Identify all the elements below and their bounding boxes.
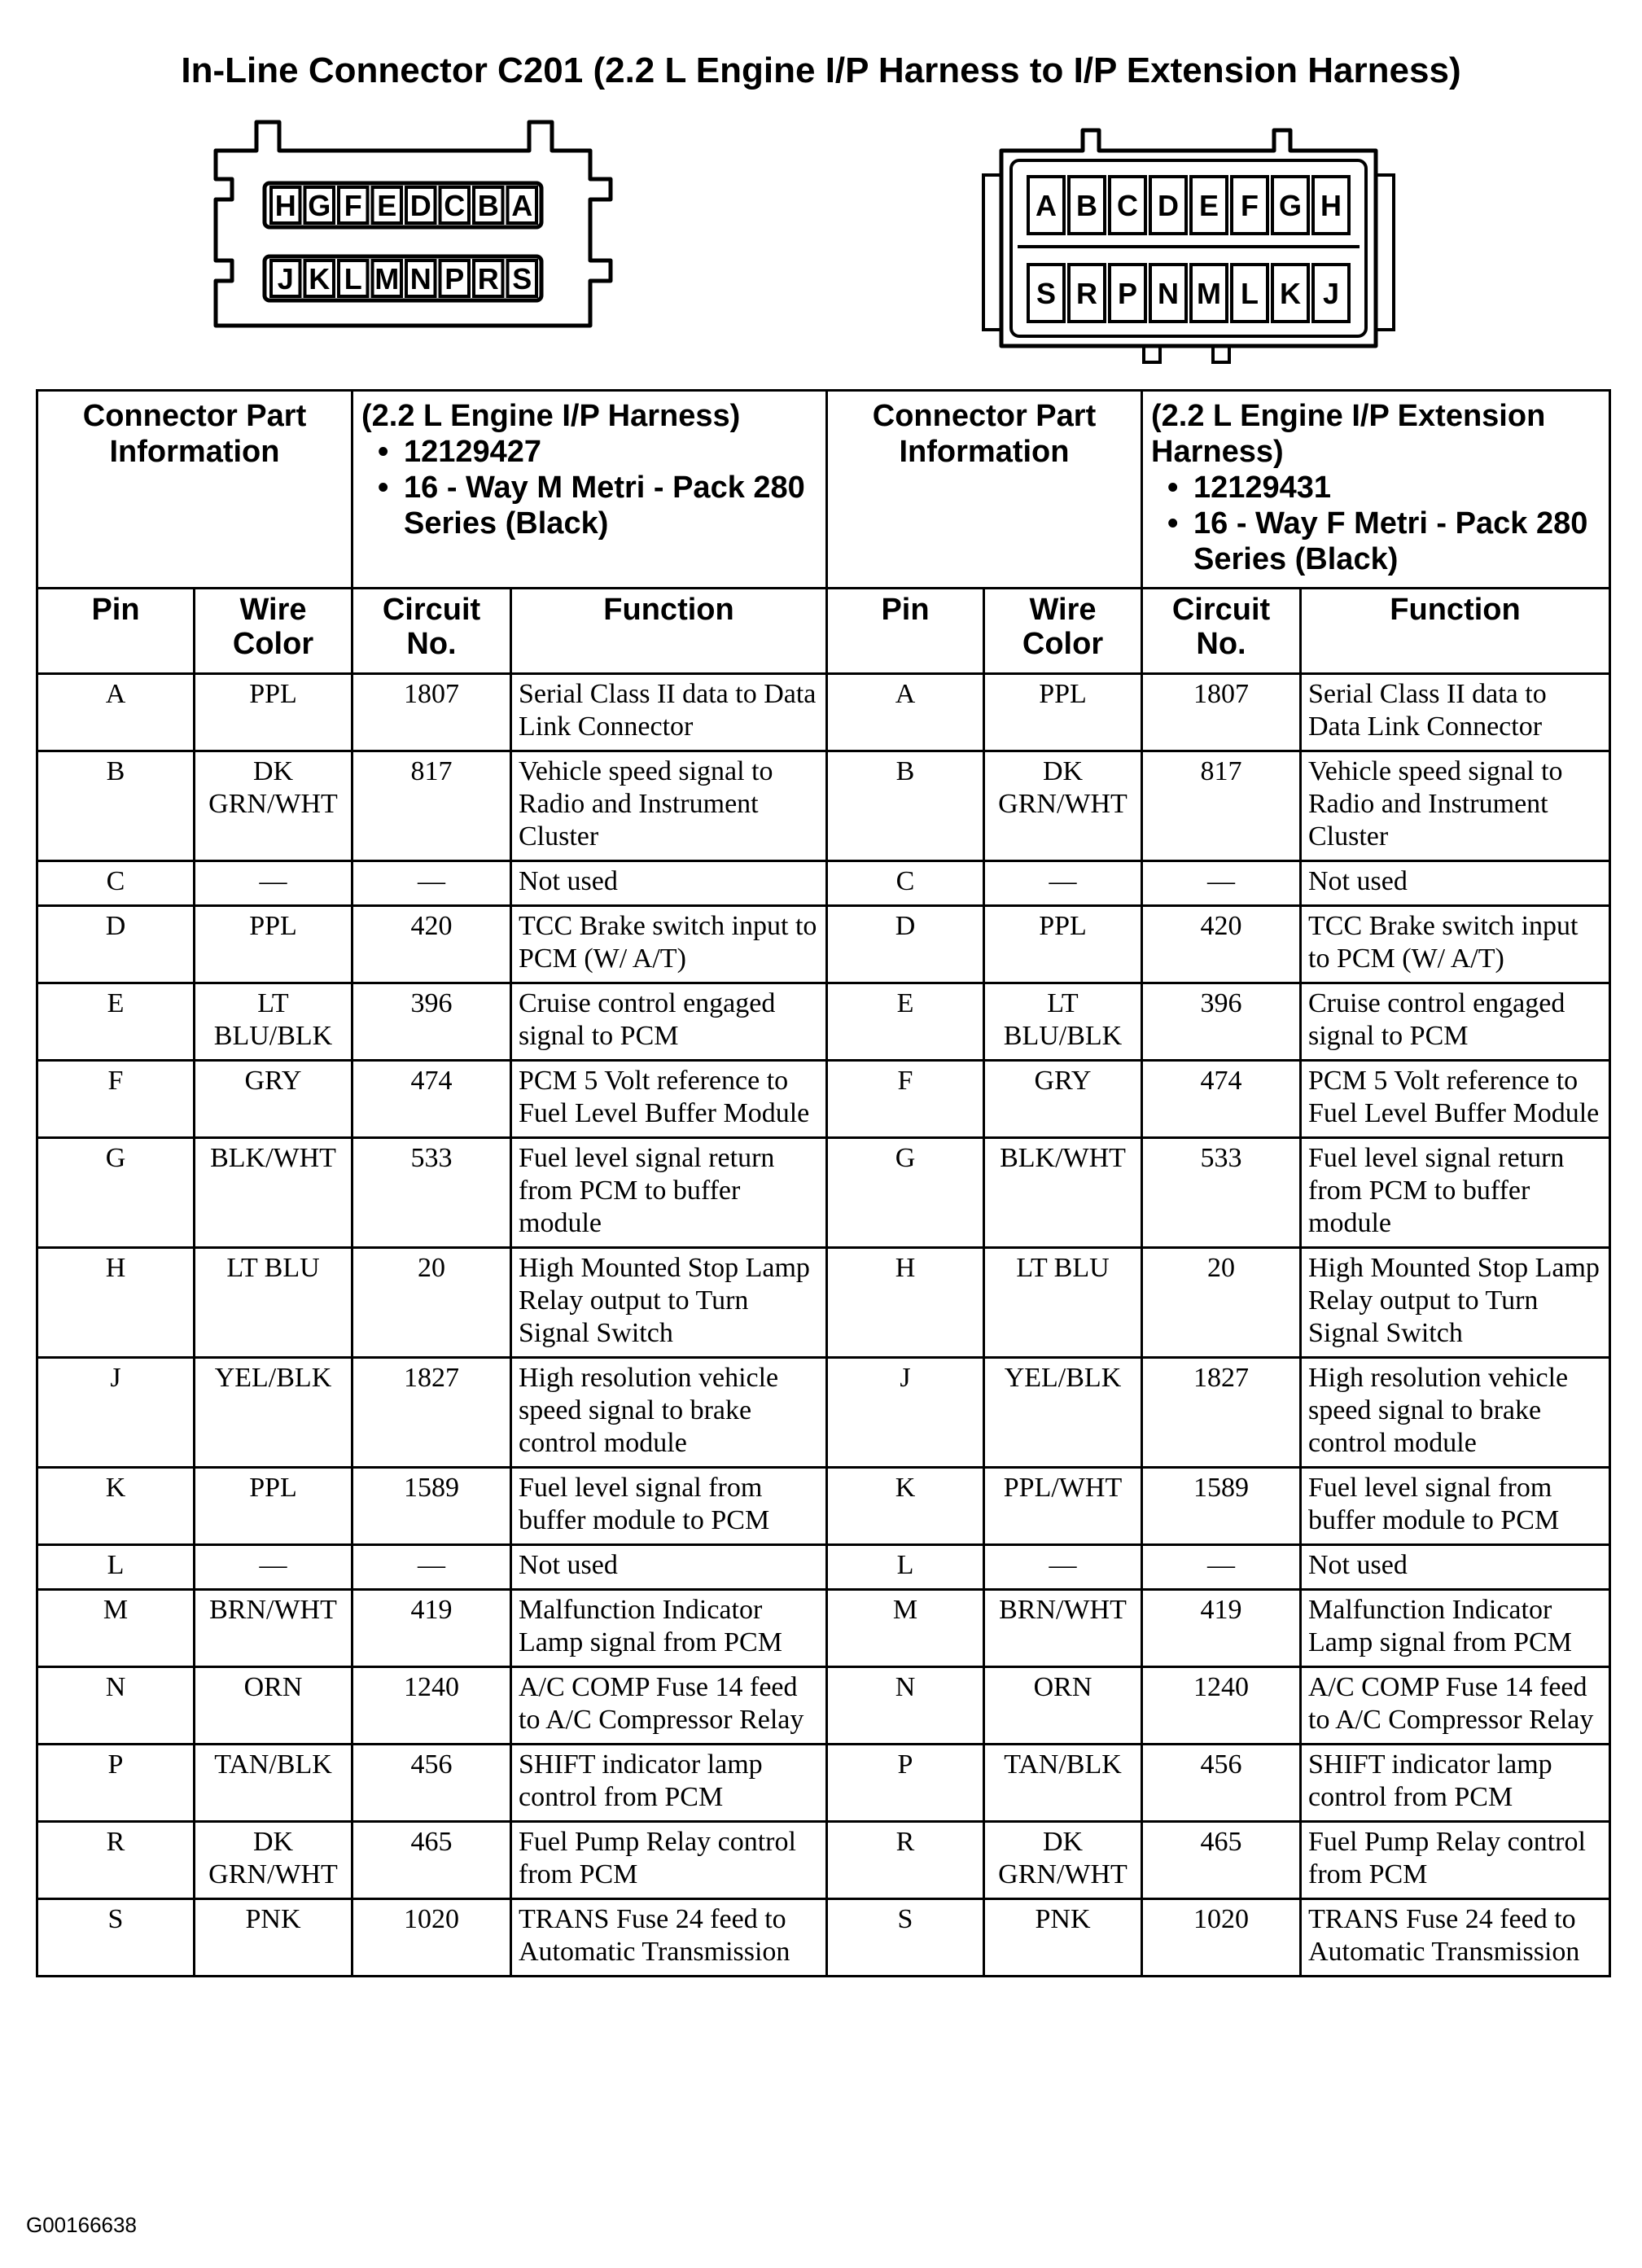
function-cell-ext: TRANS Fuse 24 feed to Automatic Transmission [1301,1899,1610,1977]
circuit-cell-ext: 465 [1142,1822,1301,1899]
circuit-cell-ext: 419 [1142,1590,1301,1667]
wire-color-cell: PPL [195,674,352,751]
wire-color-cell-ext: ORN [984,1667,1142,1745]
table-row [37,674,1610,751]
left-connector-pin-label: N [409,262,431,296]
right-connector-pin-label: B [1076,189,1097,222]
pin-cell: P [37,1745,195,1822]
wire-color-cell: YEL/BLK [195,1358,352,1468]
col-header-circuit: Circuit No. [352,589,511,674]
pin-cell: B [37,751,195,861]
right-connector-pin-l [1232,265,1268,322]
function-cell-ext: TCC Brake switch input to PCM (W/ A/T) [1301,906,1610,983]
function-cell: Cruise control engaged signal to PCM [511,983,827,1061]
pin-cell-ext: M [827,1590,984,1667]
left-connector-pin-r [474,261,503,296]
circuit-cell-ext: 396 [1142,983,1301,1061]
table-row [37,1899,1610,1977]
right-connector-pin-label: C [1117,189,1138,222]
left-connector-pin-h [271,187,300,223]
left-harness-info [352,391,827,589]
circuit-cell: 1589 [352,1468,511,1545]
left-connector-pin-label: L [344,262,362,296]
right-harness-bullets [1151,470,1600,577]
function-cell: Fuel level signal from buffer module to PCM [511,1468,827,1545]
function-cell: Not used [511,861,827,906]
left-connector-row-bottom [271,261,536,296]
column-header-row [37,589,1610,674]
table-row [37,983,1610,1061]
col-header-pin: Pin [37,589,195,674]
function-cell-ext: Cruise control engaged signal to PCM [1301,983,1610,1061]
pin-cell: G [37,1138,195,1248]
wire-color-cell-ext: DK GRN/WHT [984,751,1142,861]
circuit-cell: 420 [352,906,511,983]
circuit-cell: — [352,1545,511,1590]
function-cell: TCC Brake switch input to PCM (W/ A/T) [511,906,827,983]
function-cell: High Mounted Stop Lamp Relay output to Turn Signal Switch [511,1248,827,1358]
circuit-cell: 1807 [352,674,511,751]
left-connector-pin-g [305,187,335,223]
right-connector-pin-d [1150,177,1186,234]
wire-color-cell: BRN/WHT [195,1590,352,1667]
circuit-cell-ext: 420 [1142,906,1301,983]
left-connector-pin-label: J [277,262,294,296]
left-connector-pin-label: D [409,189,431,222]
wire-color-cell: PPL [195,906,352,983]
wire-color-cell: PNK [195,1899,352,1977]
function-cell: A/C COMP Fuse 14 feed to A/C Compressor Relay [511,1667,827,1745]
right-connector-pin-label: K [1280,277,1301,310]
left-connector-pin-l [339,261,368,296]
left-connector-pin-label: H [274,189,296,222]
pin-cell: M [37,1590,195,1667]
circuit-cell-ext: 474 [1142,1061,1301,1138]
right-connector-pin-label: N [1158,277,1179,310]
wire-color-cell: PPL [195,1468,352,1545]
right-connector-pin-e [1191,177,1227,234]
wire-color-cell-ext: BLK/WHT [984,1138,1142,1248]
function-cell: PCM 5 Volt reference to Fuel Level Buffer Module [511,1061,827,1138]
right-connector-pin-p [1110,265,1145,322]
right-connector-pin-label: E [1198,189,1219,222]
left-connector-pin-f [339,187,368,223]
wire-color-cell: BLK/WHT [195,1138,352,1248]
right-connector-pin-label: J [1322,277,1340,310]
left-connector-pin-label: P [444,262,465,296]
col-header-function-ext: Function [1301,589,1610,674]
pin-cell: E [37,983,195,1061]
right-connector-pin-j [1313,265,1349,322]
wire-color-cell-ext: PNK [984,1899,1142,1977]
function-cell: Serial Class II data to Data Link Connector [511,674,827,751]
circuit-cell: 533 [352,1138,511,1248]
circuit-cell-ext: — [1142,1545,1301,1590]
circuit-cell-ext: 533 [1142,1138,1301,1248]
right-connector-pin-b [1069,177,1105,234]
pin-cell-ext: E [827,983,984,1061]
right-connector-diagram [969,126,1425,370]
figure-id: G00166638 [26,2213,137,2237]
pin-cell-ext: S [827,1899,984,1977]
table-row [37,1667,1610,1745]
right-connector-pin-label: R [1076,277,1097,310]
pin-cell-ext: J [827,1358,984,1468]
wire-color-cell-ext: YEL/BLK [984,1358,1142,1468]
right-connector-pin-label: D [1158,189,1179,222]
table-row [37,751,1610,861]
function-cell-ext: Fuel level signal return from PCM to buffer module [1301,1138,1610,1248]
wire-color-cell: LT BLU/BLK [195,983,352,1061]
circuit-cell-ext: 1020 [1142,1899,1301,1977]
circuit-cell-ext: 817 [1142,751,1301,861]
circuit-cell-ext: 456 [1142,1745,1301,1822]
pin-cell-ext: H [827,1248,984,1358]
table-row [37,1822,1610,1899]
function-cell-ext: PCM 5 Volt reference to Fuel Level Buffer Module [1301,1061,1610,1138]
circuit-cell: 474 [352,1061,511,1138]
circuit-cell: 1240 [352,1667,511,1745]
function-cell: TRANS Fuse 24 feed to Automatic Transmission [511,1899,827,1977]
left-connector-pin-m [373,261,402,296]
table-row [37,1061,1610,1138]
table-row [37,1590,1610,1667]
wire-color-cell-ext: LT BLU [984,1248,1142,1358]
wire-color-cell: DK GRN/WHT [195,1822,352,1899]
right-connector-pin-f [1232,177,1268,234]
right-part-label: Connector Part Information [827,391,1142,589]
circuit-cell: — [352,861,511,906]
wire-color-cell: GRY [195,1061,352,1138]
pin-cell: N [37,1667,195,1745]
wire-color-cell-ext: GRY [984,1061,1142,1138]
right-connector-pin-label: A [1036,189,1057,222]
table-row [37,1468,1610,1545]
function-cell-ext: Fuel Pump Relay control from PCM [1301,1822,1610,1899]
left-connector-pin-label: R [477,262,499,296]
pin-cell: S [37,1899,195,1977]
pin-cell-ext: L [827,1545,984,1590]
right-connector-type: • 16 - Way F Metri - Pack 280 Series (Black) [1193,506,1600,577]
pin-cell: R [37,1822,195,1899]
right-connector-pin-r [1069,265,1105,322]
circuit-cell: 465 [352,1822,511,1899]
circuit-cell: 20 [352,1248,511,1358]
right-connector-row-bottom [1028,265,1349,322]
table-row [37,861,1610,906]
left-part-number: • 12129427 [404,434,817,470]
wire-color-cell: — [195,861,352,906]
circuit-cell: 1827 [352,1358,511,1468]
left-connector-diagram [208,118,663,362]
wire-color-cell-ext: — [984,861,1142,906]
table-row [37,906,1610,983]
table-row [37,1138,1610,1248]
pin-cell-ext: R [827,1822,984,1899]
right-connector-pin-label: F [1241,189,1259,222]
left-connector-pin-b [474,187,503,223]
right-connector-pin-n [1150,265,1186,322]
left-connector-pin-a [508,187,537,223]
pin-cell: L [37,1545,195,1590]
wire-color-cell-ext: PPL/WHT [984,1468,1142,1545]
function-cell-ext: Vehicle speed signal to Radio and Instrument Cluster [1301,751,1610,861]
left-connector-pin-label: M [374,262,400,296]
function-cell: SHIFT indicator lamp control from PCM [511,1745,827,1822]
function-cell: Malfunction Indicator Lamp signal from PCM [511,1590,827,1667]
circuit-cell-ext: 1240 [1142,1667,1301,1745]
wire-color-cell-ext: DK GRN/WHT [984,1822,1142,1899]
right-connector-row-top [1028,177,1349,234]
circuit-cell: 419 [352,1590,511,1667]
function-cell: High resolution vehicle speed signal to brake control module [511,1358,827,1468]
left-harness-bullets [361,434,817,541]
wire-color-cell: — [195,1545,352,1590]
wire-color-cell-ext: TAN/BLK [984,1745,1142,1822]
pin-cell-ext: B [827,751,984,861]
pin-cell-ext: N [827,1667,984,1745]
left-connector-pin-label: K [309,262,331,296]
right-harness-info [1142,391,1610,589]
left-connector-pin-label: S [512,262,532,296]
left-connector-pin-e [373,187,402,223]
circuit-cell: 456 [352,1745,511,1822]
right-connector-pin-a [1028,177,1064,234]
pinout-rows [37,674,1610,1977]
pin-cell-ext: D [827,906,984,983]
function-cell-ext: Serial Class II data to Data Link Connector [1301,674,1610,751]
right-harness-name: (2.2 L Engine I/P Extension Harness) [1151,399,1546,469]
right-connector-pin-label: L [1241,277,1259,310]
table-row [37,1358,1610,1468]
wire-color-cell: LT BLU [195,1248,352,1358]
function-cell-ext: Not used [1301,861,1610,906]
circuit-cell-ext: 1807 [1142,674,1301,751]
left-connector-pin-label: E [377,189,397,222]
document-title: In-Line Connector C201 (2.2 L Engine I/P Harness to I/P Extension Harness) [181,50,1461,90]
left-connector-pin-c [440,187,470,223]
wire-color-cell-ext: PPL [984,906,1142,983]
pin-cell: F [37,1061,195,1138]
pin-cell-ext: P [827,1745,984,1822]
right-connector-pin-g [1272,177,1308,234]
col-header-wire-color-ext: Wire Color [984,589,1142,674]
harness-info-row [37,391,1610,589]
right-connector-pin-label: P [1117,277,1138,310]
pinout-table [36,389,1611,1977]
function-cell-ext: Fuel level signal from buffer module to PCM [1301,1468,1610,1545]
left-connector-pin-p [440,261,470,296]
pin-cell-ext: C [827,861,984,906]
circuit-cell-ext: — [1142,861,1301,906]
circuit-cell: 396 [352,983,511,1061]
left-connector-pin-j [271,261,300,296]
function-cell-ext: Malfunction Indicator Lamp signal from PCM [1301,1590,1610,1667]
right-connector-pin-label: S [1036,277,1057,310]
left-connector-pin-d [406,187,436,223]
table-row [37,1248,1610,1358]
wire-color-cell-ext: BRN/WHT [984,1590,1142,1667]
pin-cell: K [37,1468,195,1545]
left-connector-pin-s [508,261,537,296]
pin-cell: A [37,674,195,751]
function-cell-ext: A/C COMP Fuse 14 feed to A/C Compressor Relay [1301,1667,1610,1745]
wire-color-cell: ORN [195,1667,352,1745]
pin-cell: H [37,1248,195,1358]
right-connector-pin-label: M [1197,277,1221,310]
table-row [37,1745,1610,1822]
col-header-function: Function [511,589,827,674]
col-header-circuit-ext: Circuit No. [1142,589,1301,674]
left-connector-pin-label: A [511,189,533,222]
left-connector-type: • 16 - Way M Metri - Pack 280 Series (Black) [404,470,817,541]
table-row [37,1545,1610,1590]
right-part-number: • 12129431 [1193,470,1600,506]
right-connector-pin-label: H [1320,189,1342,222]
col-header-wire-color: Wire Color [195,589,352,674]
left-harness-name: (2.2 L Engine I/P Harness) [361,399,741,433]
right-connector-pin-k [1272,265,1308,322]
left-connector-pin-label: C [444,189,466,222]
wire-color-cell-ext: LT BLU/BLK [984,983,1142,1061]
function-cell-ext: SHIFT indicator lamp control from PCM [1301,1745,1610,1822]
pin-cell-ext: F [827,1061,984,1138]
pin-cell: C [37,861,195,906]
left-connector-pin-k [305,261,335,296]
function-cell-ext: Not used [1301,1545,1610,1590]
function-cell-ext: High resolution vehicle speed signal to brake control module [1301,1358,1610,1468]
wire-color-cell-ext: — [984,1545,1142,1590]
right-connector-pin-label: G [1278,189,1303,222]
pin-cell-ext: G [827,1138,984,1248]
right-connector-pin-m [1191,265,1227,322]
right-connector-pin-c [1110,177,1145,234]
function-cell: Not used [511,1545,827,1590]
circuit-cell-ext: 1827 [1142,1358,1301,1468]
circuit-cell-ext: 1589 [1142,1468,1301,1545]
function-cell: Vehicle speed signal to Radio and Instrument Cluster [511,751,827,861]
right-connector-pin-h [1313,177,1349,234]
circuit-cell-ext: 20 [1142,1248,1301,1358]
function-cell: Fuel Pump Relay control from PCM [511,1822,827,1899]
left-connector-row-top [271,187,536,223]
pin-cell: J [37,1358,195,1468]
pin-cell-ext: K [827,1468,984,1545]
left-connector-pin-label: B [477,189,499,222]
left-connector-pin-label: F [344,189,362,222]
left-part-label: Connector Part Information [37,391,352,589]
col-header-pin-ext: Pin [827,589,984,674]
left-connector-pin-n [406,261,436,296]
left-connector-pin-label: G [308,189,331,222]
circuit-cell: 817 [352,751,511,861]
pin-cell: D [37,906,195,983]
right-connector-pin-s [1028,265,1064,322]
wire-color-cell: TAN/BLK [195,1745,352,1822]
wire-color-cell: DK GRN/WHT [195,751,352,861]
circuit-cell: 1020 [352,1899,511,1977]
pin-cell-ext: A [827,674,984,751]
function-cell: Fuel level signal return from PCM to buffer module [511,1138,827,1248]
wire-color-cell-ext: PPL [984,674,1142,751]
function-cell-ext: High Mounted Stop Lamp Relay output to Turn Signal Switch [1301,1248,1610,1358]
